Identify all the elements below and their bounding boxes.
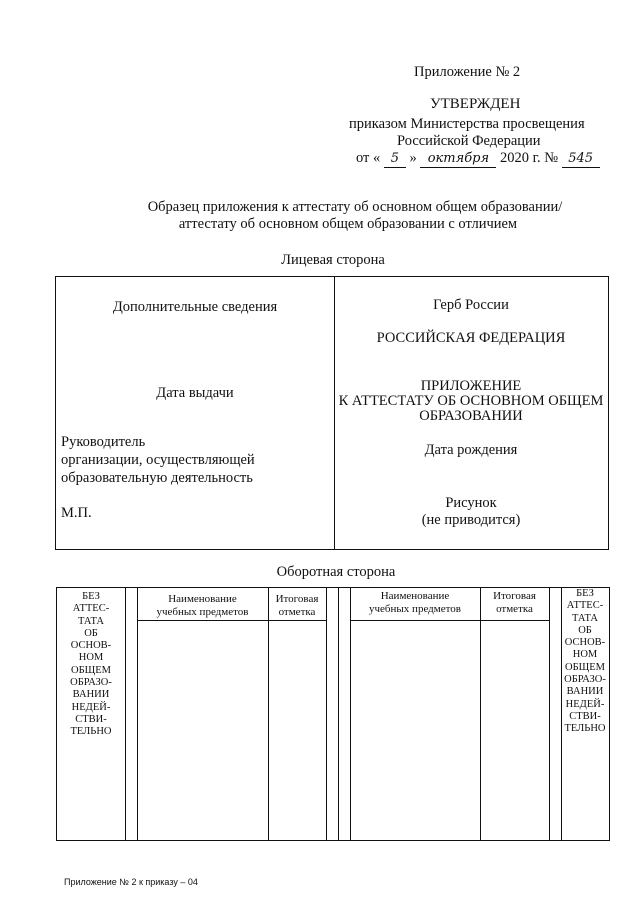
- picture-note: (не приводится): [421, 512, 521, 528]
- date-day: 5: [384, 150, 406, 168]
- country-label: РОССИЙСКАЯ ФЕДЕРАЦИЯ: [376, 330, 566, 346]
- head-label-line-3: образовательную деятельность: [61, 470, 253, 486]
- order-number: 545: [562, 150, 600, 168]
- order-date-line: [356, 150, 600, 168]
- col-grade-right-line-2: отметка: [496, 603, 533, 615]
- date-year: 2020 г. №: [500, 150, 559, 166]
- col-subjects-right-line-1: Наименование: [380, 590, 450, 602]
- picture-label: Рисунок: [445, 495, 497, 511]
- back-side-heading: Оборотная сторона: [276, 564, 396, 580]
- appendix-number: Приложение № 2: [414, 64, 521, 80]
- order-line-1: приказом Министерства просвещения: [349, 116, 585, 132]
- invalid-note-left: БЕЗ АТТЕС- ТАТА ОБ ОСНОВ- НОМ ОБЩЕМ ОБРАЗО- ВАНИИ НЕДЕЙ- СТВИ- ТЕЛЬНО: [70, 591, 112, 738]
- date-mid: »: [409, 150, 417, 166]
- title-line-1: Образец приложения к аттестату об основном общем образовании/: [147, 199, 563, 215]
- footer-note: Приложение № 2 к приказу – 04: [64, 877, 198, 887]
- head-label-line-2: организации, осуществляющей: [61, 452, 255, 468]
- title-line-2: аттестату об основном общем образовании с отличием: [178, 216, 518, 232]
- head-label-line-1: Руководитель: [61, 434, 146, 450]
- additional-info-label: Дополнительные сведения: [112, 299, 278, 315]
- front-side-heading: Лицевая сторона: [281, 252, 385, 268]
- seal-label: М.П.: [61, 505, 92, 521]
- birth-date-label: Дата рождения: [424, 442, 518, 458]
- emblem-label: Герб России: [433, 297, 509, 313]
- col-grade-left-line-1: Итоговая: [275, 593, 319, 605]
- date-month: октября: [420, 150, 496, 168]
- col-subjects-right-line-2: учебных предметов: [369, 603, 461, 615]
- date-prefix: от «: [356, 150, 381, 166]
- invalid-note-right: БЕЗ АТТЕС- ТАТА ОБ ОСНОВ- НОМ ОБЩЕМ ОБРАЗО- ВАНИИ НЕДЕЙ- СТВИ- ТЕЛЬНО: [564, 588, 606, 735]
- col-grade-left-line-2: отметка: [278, 606, 316, 618]
- approved-label: УТВЕРЖДЕН: [430, 96, 521, 112]
- appendix-title-line-2: К АТТЕСТАТУ ОБ ОСНОВНОМ ОБЩЕМ: [338, 393, 604, 409]
- appendix-title-line-3: ОБРАЗОВАНИИ: [419, 408, 523, 424]
- front-side-box: [55, 276, 609, 550]
- appendix-title-line-1: ПРИЛОЖЕНИЕ: [420, 378, 522, 394]
- order-line-2: Российской Федерации: [397, 133, 541, 149]
- col-subjects-left-line-2: учебных предметов: [156, 606, 249, 618]
- col-grade-right-line-1: Итоговая: [493, 590, 536, 602]
- issue-date-label: Дата выдачи: [156, 385, 234, 401]
- back-side-table: [56, 587, 610, 841]
- col-subjects-left-line-1: Наименование: [168, 593, 237, 605]
